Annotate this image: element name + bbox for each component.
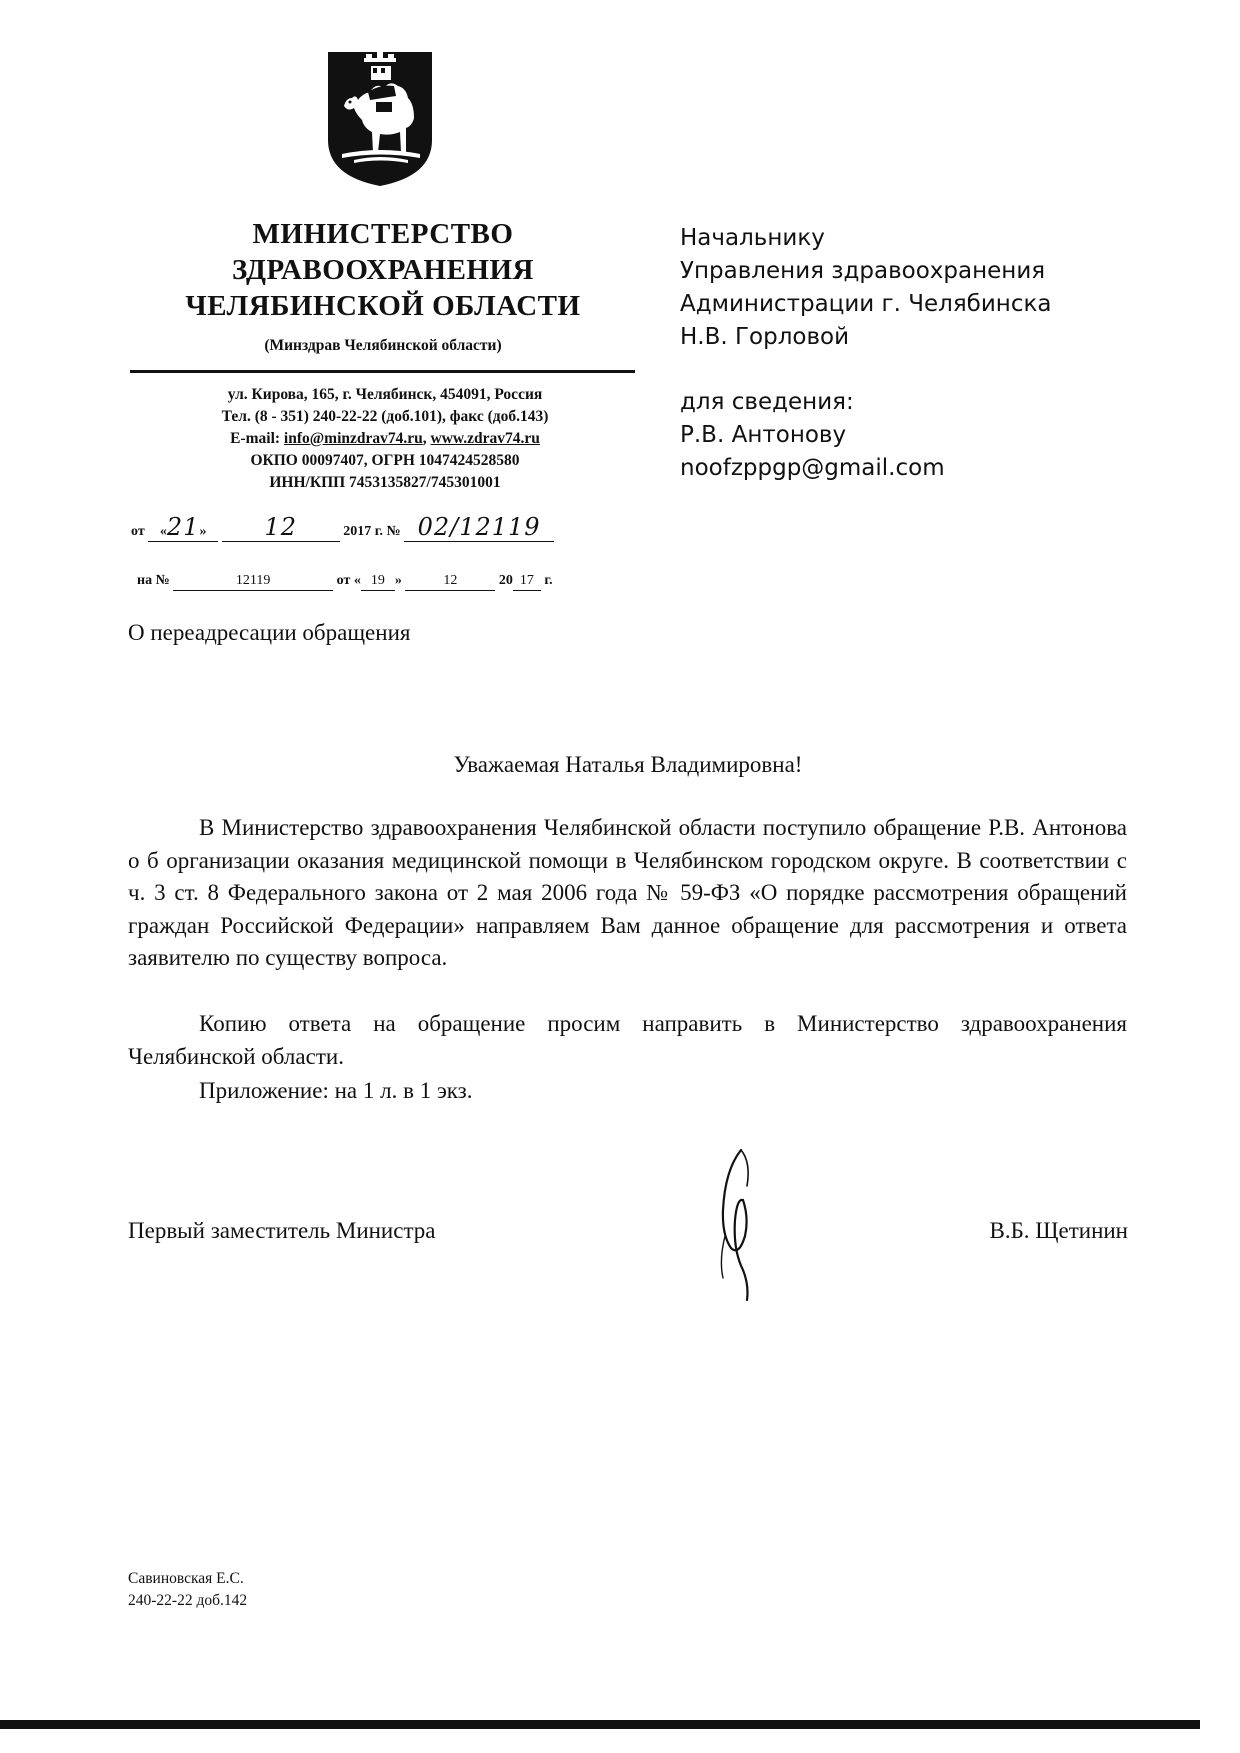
- executor-name: Савиновская Е.С.: [128, 1570, 244, 1587]
- scan-edge-bar: [0, 1720, 1200, 1729]
- ministry-email-line: [105, 428, 665, 450]
- reply-from-label: от: [336, 573, 351, 588]
- cc-name: Р.В. Антонову: [680, 422, 847, 448]
- email-link[interactable]: info@minzdrav74.ru: [283, 430, 423, 447]
- reply-month: 12: [405, 572, 495, 591]
- ministry-name-line1: МИНИСТЕРСТВО: [252, 218, 514, 250]
- cc-email: noofzppgp@gmail.com: [680, 455, 945, 481]
- ministry-phone: Тел. (8 - 351) 240-22-22 (доб.101), факс (доб.143): [221, 408, 549, 425]
- reply-reference: на № 12119 от « 19 » 12 20 17 г.: [137, 572, 553, 591]
- ministry-name-line2: ЗДРАВООХРАНЕНИЯ: [232, 254, 534, 286]
- year-label: 2017 г. №: [343, 524, 401, 539]
- header-divider: [130, 370, 635, 373]
- ministry-okpo: ОКПО 00097407, ОГРН 1047424528580: [250, 452, 520, 469]
- coat-of-arms-icon: [324, 48, 436, 188]
- outgoing-number: 02/12119: [417, 513, 541, 541]
- outgoing-registration: [131, 513, 554, 542]
- website-link[interactable]: www.zdrav74.ru: [430, 430, 540, 447]
- reply-number: 12119: [173, 572, 333, 591]
- outgoing-number-field: [404, 513, 554, 542]
- addressee-line2: Управления здравоохранения: [680, 258, 1046, 284]
- outgoing-day: 21: [166, 513, 200, 541]
- cc-label: для сведения:: [680, 389, 854, 415]
- ministry-inn: ИНН/КПП 7453135827/745301001: [269, 474, 501, 491]
- letter-attachment: Приложение: на 1 л. в 1 экз.: [199, 1078, 473, 1103]
- handwritten-signature-icon: [695, 1140, 775, 1305]
- signatory-name: В.Б. Щетинин: [989, 1218, 1128, 1243]
- letter-paragraph-1: В Министерство здравоохранения Челябинской области поступило обращение Р.В. Антонова о б организации оказания медицинской помощи в Челябинском городском округе. В соответствии с ч. 3 ст. 8 Федерального закона от 2 мая 2006 года № 59-ФЗ «О порядке рассмотрения обращений граждан Российской Федерации» направляем Вам данное обращение для рассмотрения и ответа заявителю по существу вопроса.: [128, 815, 1127, 971]
- reply-year-prefix: 20: [498, 573, 513, 588]
- letter-subject: О переадресации обращения: [128, 620, 411, 645]
- ministry-short-name: (Минздрав Челябинской области): [264, 337, 502, 354]
- reply-label: на №: [137, 573, 170, 588]
- reply-day: 19: [361, 572, 395, 591]
- letter-greeting: Уважаемая Наталья Владимировна!: [453, 752, 803, 777]
- email-separator: ,: [422, 430, 427, 447]
- executor-phone: 240-22-22 доб.142: [128, 1592, 248, 1609]
- reply-year: 17: [513, 572, 541, 591]
- from-label: от: [131, 524, 145, 539]
- letter-paragraph-2: Копию ответа на обращение просим направить в Министерство здравоохранения Челябинской области.: [128, 1011, 1127, 1069]
- addressee-line3: Администрации г. Челябинска: [680, 291, 1052, 317]
- ministry-name-line3: ЧЕЛЯБИНСКОЙ ОБЛАСТИ: [185, 290, 581, 322]
- addressee-line1: Начальнику: [680, 225, 825, 251]
- signatory-position: Первый заместитель Министра: [128, 1218, 436, 1243]
- outgoing-day-field: «21»: [148, 518, 218, 542]
- email-label: E-mail:: [230, 430, 281, 447]
- ministry-address: ул. Кирова, 165, г. Челябинск, 454091, Россия: [227, 386, 543, 403]
- reply-year-unit: г.: [544, 573, 553, 588]
- outgoing-month: 12: [264, 513, 297, 541]
- addressee-name: Н.В. Горловой: [680, 324, 850, 350]
- outgoing-month-field: [222, 513, 340, 542]
